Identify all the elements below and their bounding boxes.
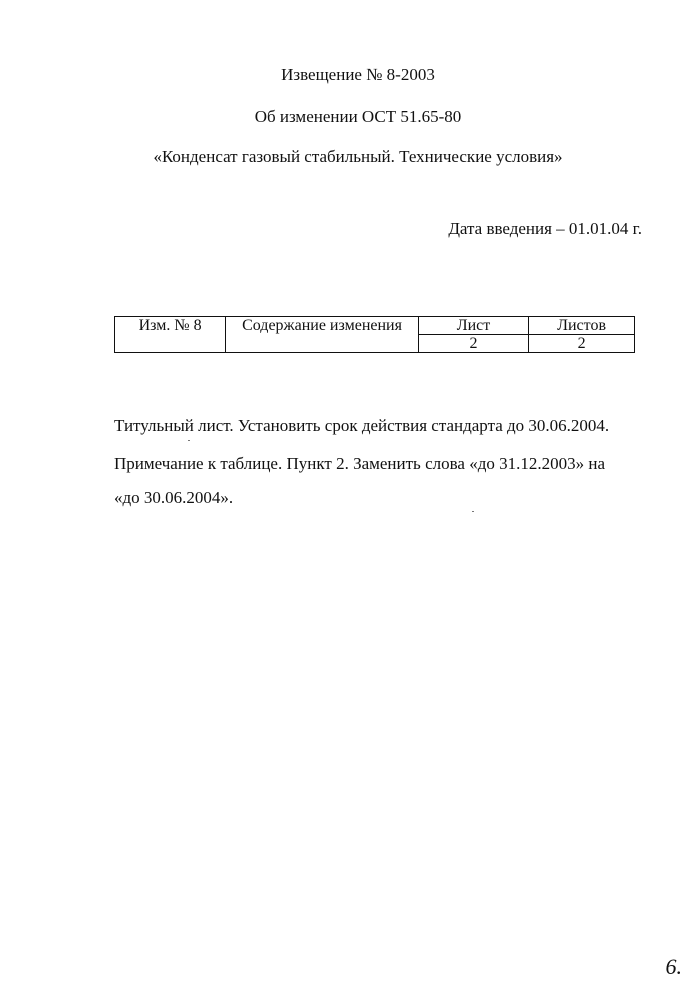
sheet-value-cell: 2 <box>418 335 528 353</box>
effective-date: Дата введения – 01.01.04 г. <box>448 219 642 238</box>
sheets-header-cell: Листов <box>529 317 635 335</box>
change-table <box>114 316 635 353</box>
scan-speck <box>472 511 474 512</box>
change-number-cell: Изм. № 8 <box>115 317 226 353</box>
title-page-instruction: Титульный лист. Установить срок действия стандарта до 30.06.2004. <box>114 416 610 435</box>
handwritten-page-mark: 6. <box>665 954 682 979</box>
table-row <box>115 317 635 335</box>
sheet-header-cell: Лист <box>418 317 528 335</box>
change-subject: Об изменении ОСТ 51.65-80 <box>254 107 462 126</box>
notice-title: Извещение № 8-2003 <box>281 65 435 84</box>
sheets-value-cell: 2 <box>529 335 635 353</box>
content-header-cell: Содержание изменения <box>226 317 419 353</box>
standard-name: «Конденсат газовый стабильный. Технические условия» <box>153 147 563 166</box>
table-note-instruction: Примечание к таблице. Пункт 2. Заменить слова «до 31.12.2003» на «до 30.06.2004». <box>114 454 605 507</box>
scan-speck <box>188 440 190 441</box>
